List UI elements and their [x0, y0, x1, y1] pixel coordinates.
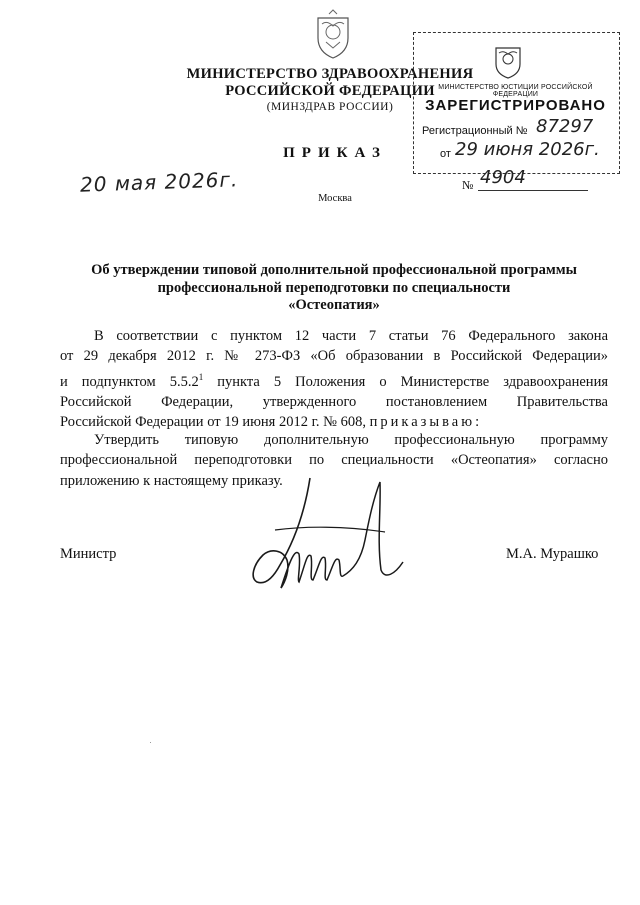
city: Москва — [318, 193, 352, 204]
stamp-emblem-icon — [490, 40, 526, 80]
preamble-line1: В соответствии с пунктом 12 части 7 статьи 76 Федерального закона — [94, 328, 608, 344]
order-title-line1: Об утверждении типовой дополнительной профессиональной программы — [91, 262, 577, 278]
preamble-line3-a: и подпунктом 5.5.2 — [60, 373, 199, 390]
order-title-line3: «Остеопатия» — [288, 297, 380, 313]
stamp-date-prefix: от — [440, 148, 451, 160]
order-number-underline — [478, 190, 588, 191]
preamble-line5-a: Российской Федерации от 19 июня 2012 г. № 608, — [60, 414, 370, 431]
decision-line1: Утвердить типовую дополнительную профессиональную программу — [94, 432, 608, 448]
stamp-reg-label: Регистрационный № — [422, 125, 528, 137]
order-title-line2: профессиональной переподготовки по специальности — [157, 279, 511, 296]
ministry-name-line2: РОССИЙСКОЙ ФЕДЕРАЦИИ — [225, 83, 435, 99]
preamble-line3 — [60, 367, 608, 392]
order-number-prefix: № — [462, 178, 474, 192]
order-number: 4904 — [480, 167, 526, 188]
stamp-reg-number: 87297 — [536, 116, 594, 137]
footnote-marker: 1 — [198, 371, 204, 382]
preamble-line2: от 29 декабря 2012 г. № 273-ФЗ «Об образовании в Российской Федерации» — [60, 348, 608, 365]
decision-line3: приложению к настоящему приказу. — [60, 472, 283, 489]
signatory-position: Министр — [60, 546, 117, 562]
signatory-name: М.А. Мурашко — [506, 546, 599, 562]
preamble-line3-b: пункта 5 Положения о Министерстве здравоохранения — [203, 373, 608, 390]
preamble-line4: Российской Федерации, утвержденного постановлением Правительства — [60, 393, 608, 410]
ministry-abbreviation: (МИНЗДРАВ РОССИИ) — [266, 101, 394, 113]
preamble-paragraph — [60, 326, 608, 432]
stamp-authority: МИНИСТЕРСТВО ЮСТИЦИИ РОССИЙСКОЙ ФЕДЕРАЦИИ — [438, 84, 593, 98]
ministry-name-line1: МИНИСТЕРСТВО ЗДРАВООХРАНЕНИЯ — [186, 66, 474, 82]
stamp-status: ЗАРЕГИСТРИРОВАНО — [425, 97, 606, 114]
document-type: ПРИКАЗ — [283, 145, 387, 161]
decision-line2: профессиональной переподготовки по специальности «Остеопатия» согласно — [60, 452, 608, 469]
order-verb: приказываю: — [369, 414, 483, 431]
order-title — [60, 262, 608, 315]
stamp-date-value: 29 июня 2026г. — [455, 139, 600, 160]
order-date: 20 мая 2026г. — [79, 167, 239, 197]
scan-speck — [150, 742, 151, 743]
handwritten-signature — [235, 470, 405, 600]
coat-of-arms-emblem — [310, 8, 356, 60]
